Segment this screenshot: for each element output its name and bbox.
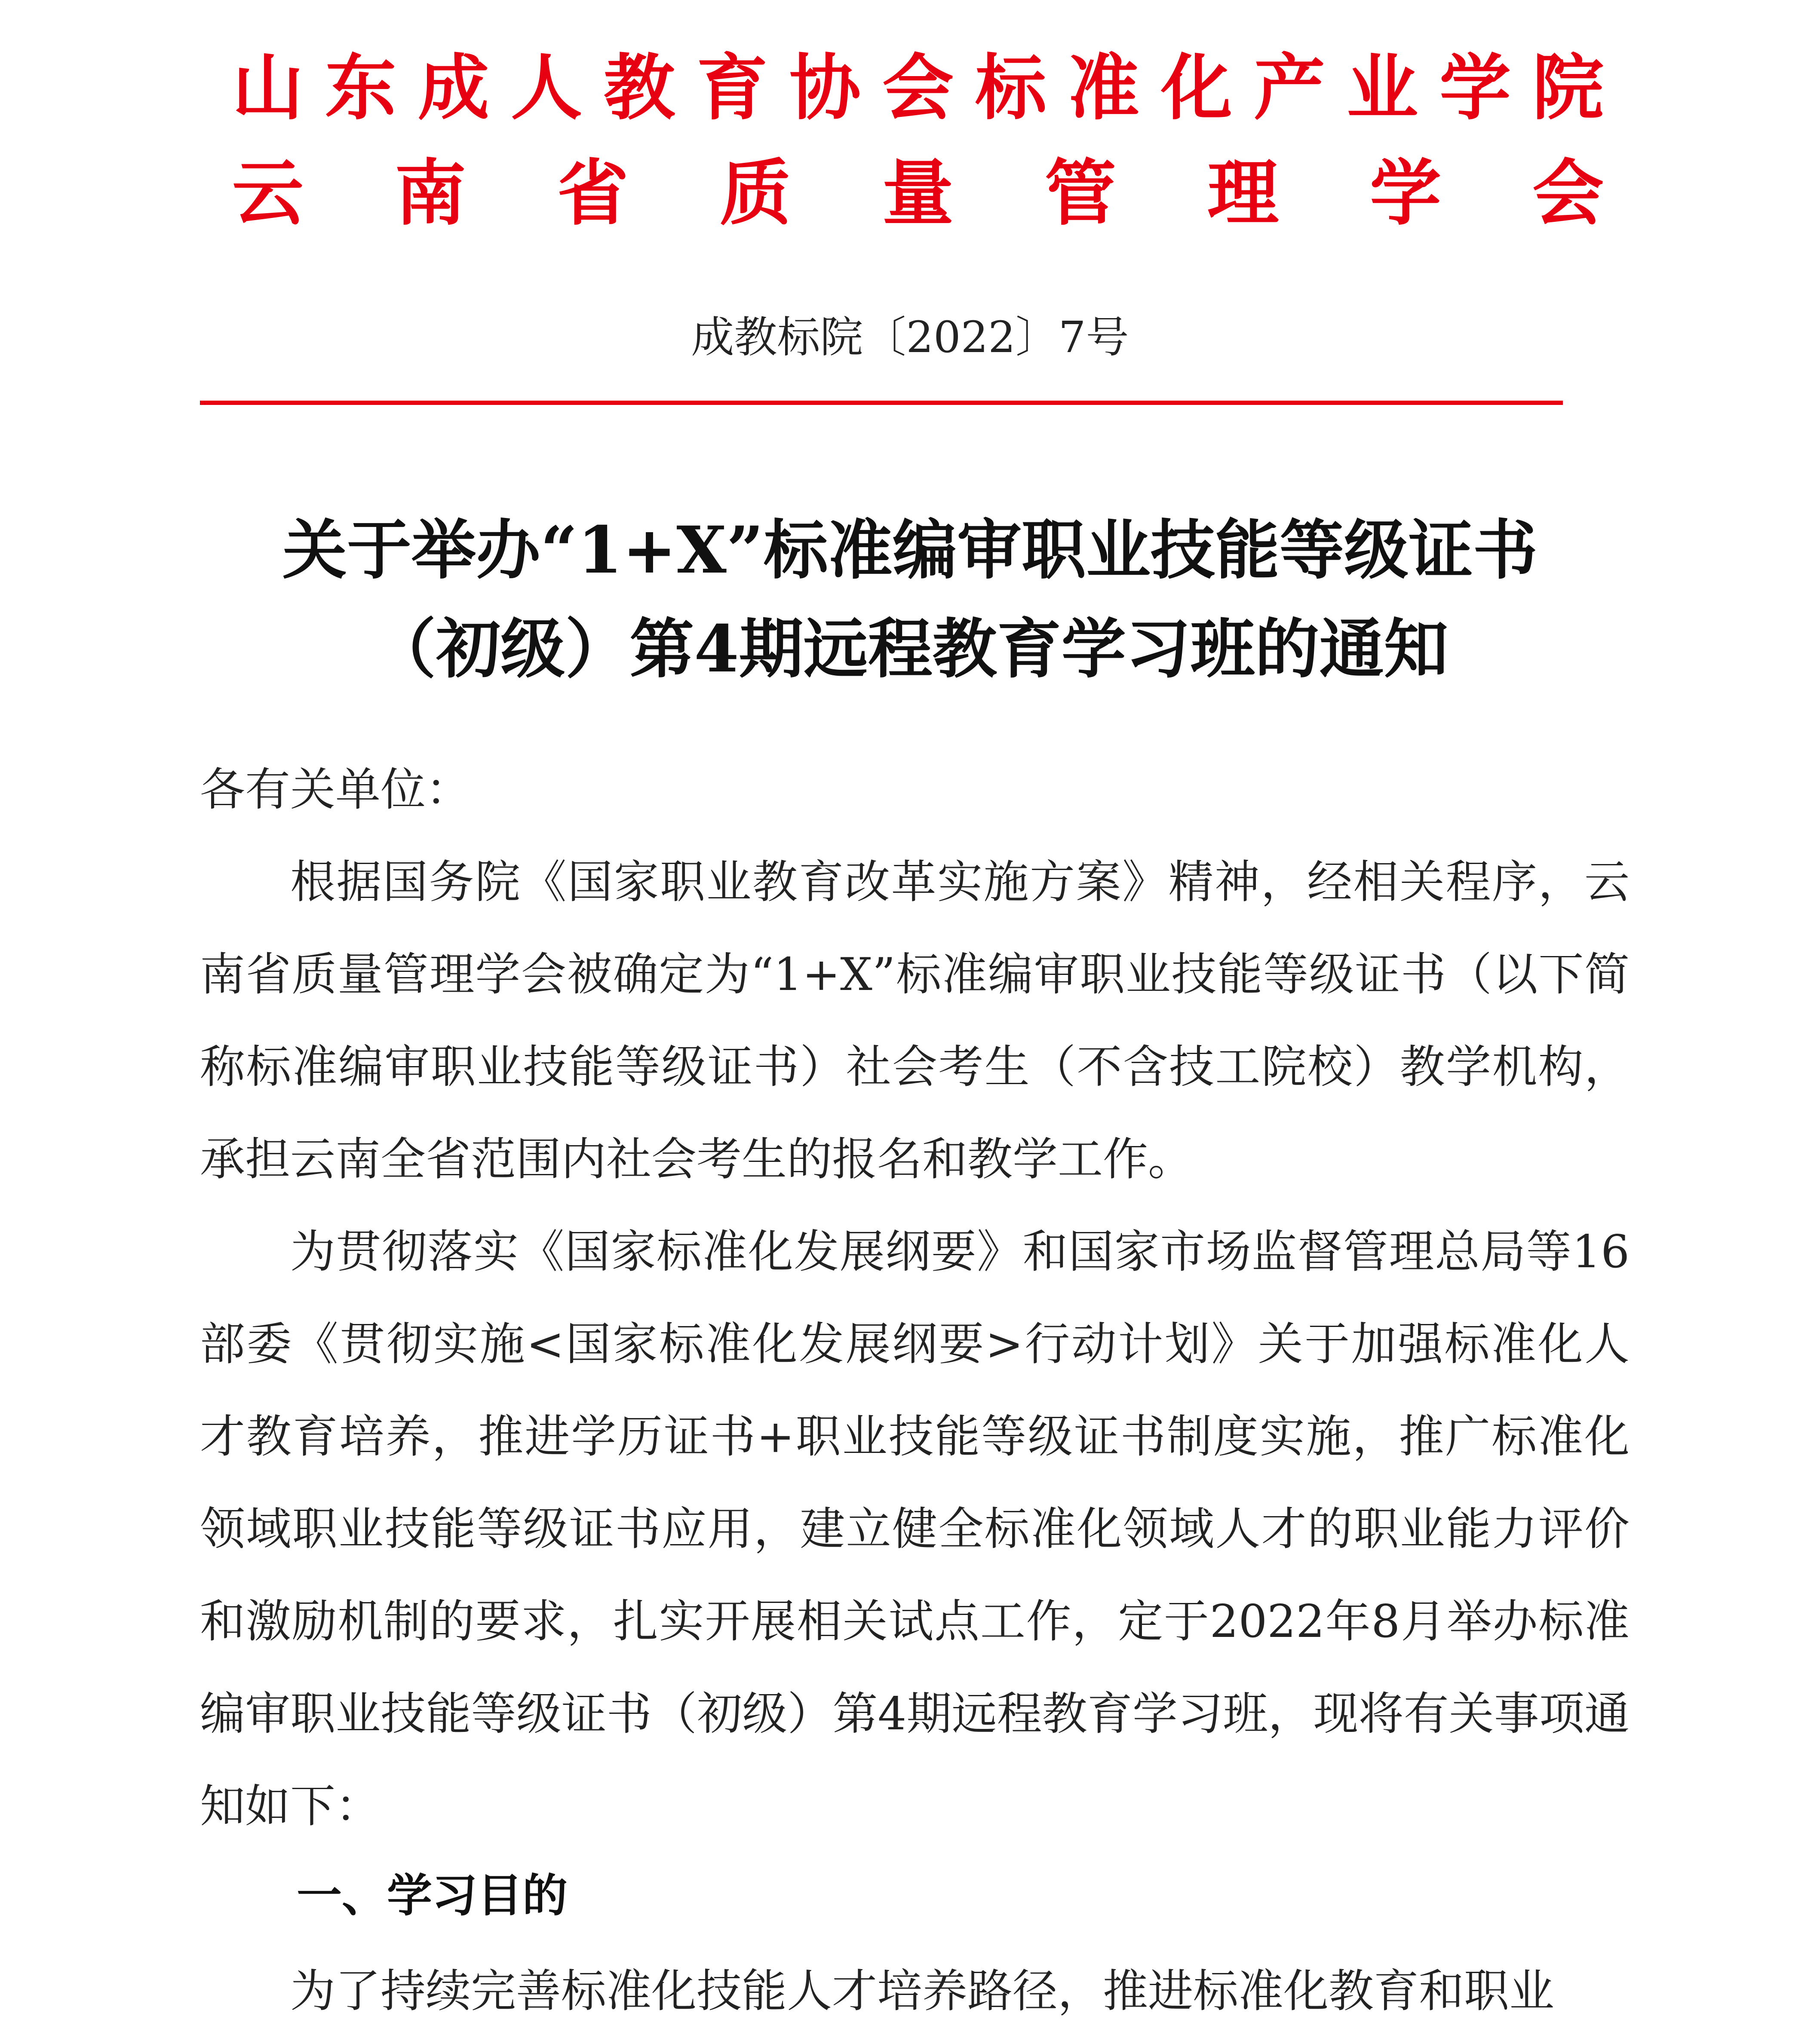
paragraph-text: 为贯彻落实《国家标准化发展纲要》和国家市场监督管理总局等16部委《贯彻实施<国家标准化发展纲要>行动计划》关于加强标准化人才教育培养，推进学历证书+职业技能等级证书制度实施，推广标准化领域职业技能等级证书应用，建立健全标准化领域人才的职业能力评价和激励机制的要求，扎实开展相关试点工作，定于2022年8月举办标准编审职业技能等级证书（初级）第4期远程教育学习班，现将有关事项通知如下： — [200, 1226, 1630, 1833]
body-paragraph-3 — [200, 1945, 1630, 2038]
paragraph-text: 为了持续完善标准化技能人才培养路径，推进标准化教育和职业 — [290, 1965, 1555, 2017]
body-paragraph-2 — [200, 1206, 1630, 1853]
issuer-name-line-1: 山东成人教育协会标准化产业学院 — [232, 46, 1604, 130]
paragraph-text: 根据国务院《国家职业教育改革实施方案》精神，经相关程序，云南省质量管理学会被确定为“1+X”标准编审职业技能等级证书（以下简称标准编审职业技能等级证书）社会考生（不含技工院校）教学机构，承担云南全省范围内社会考生的报名和教学工作。 — [200, 856, 1630, 1186]
notice-title-line-1: 关于举办“1+X”标准编审职业技能等级证书 — [282, 512, 1538, 588]
document-number: 成教标院〔2022〕7号 — [691, 312, 1129, 362]
section-heading-1: 一、学习目的 — [297, 1869, 568, 1922]
salutation-text: 各有关单位： — [200, 763, 471, 816]
issuer-name-line-2: 云南省质量管理学会 — [232, 151, 1604, 235]
notice-title-line-2: （初级）第4期远程教育学习班的通知 — [371, 611, 1449, 687]
header-divider — [200, 401, 1563, 405]
salutation — [200, 744, 1630, 836]
body-paragraph-1 — [200, 836, 1630, 1206]
